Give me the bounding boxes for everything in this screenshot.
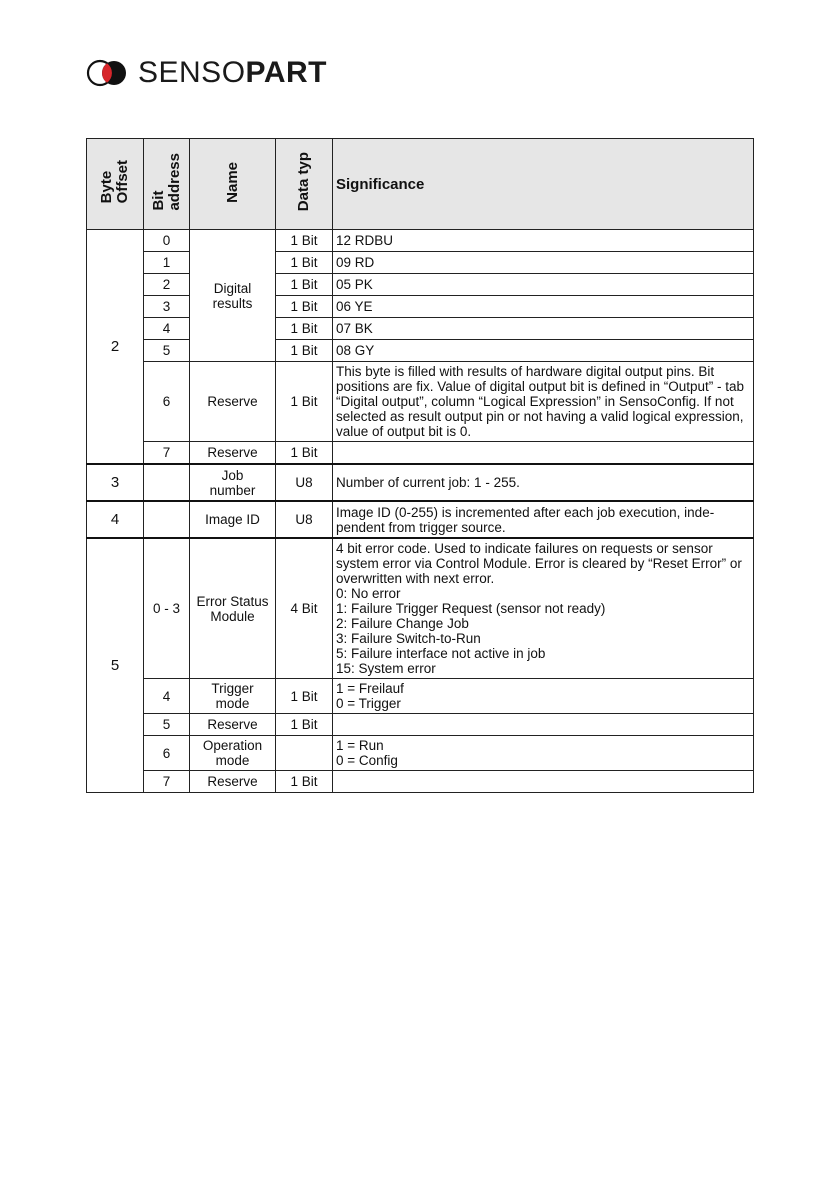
sig-cell: 1 = Run 0 = Config (333, 736, 754, 771)
header-significance: Significance (333, 139, 754, 230)
type-cell: 1 Bit (276, 679, 333, 714)
table-row (87, 538, 754, 679)
bit-cell (144, 464, 190, 501)
table-row (87, 464, 754, 501)
type-cell: 1 Bit (276, 318, 333, 340)
table-row (87, 230, 754, 252)
telegram-table (86, 138, 754, 793)
name-operation-mode: Operation mode (190, 736, 276, 771)
type-cell: 1 Bit (276, 714, 333, 736)
bit-cell: 0 (144, 230, 190, 252)
header-byte-offset: Byte Offset (87, 139, 144, 230)
type-cell: 1 Bit (276, 362, 333, 442)
name-error-status: Error Status Module (190, 538, 276, 679)
sig-cell: Image ID (0-255) is incremented after each job execution, inde-pendent from trigger source. (333, 501, 754, 538)
table-row (87, 679, 754, 714)
bit-cell (144, 501, 190, 538)
table-row (87, 362, 754, 442)
type-cell: U8 (276, 464, 333, 501)
sig-cell: 05 PK (333, 274, 754, 296)
table-row (87, 501, 754, 538)
sig-cell-error-codes: 4 bit error code. Used to indicate failures on requests or sensor system error via Control Module. Error is cleared by “Reset Error” or overwritten with next error. 0: No error 1: Failure Trigger Request (sensor not ready) 2: Failure Change Job 3: Failure Switch-to-Run 5: Failure interface not active in job 15: System error (333, 538, 754, 679)
name-reserve: Reserve (190, 714, 276, 736)
name-reserve: Reserve (190, 442, 276, 465)
type-cell: 1 Bit (276, 252, 333, 274)
sig-cell: 06 YE (333, 296, 754, 318)
sig-cell: 12 RDBU (333, 230, 754, 252)
bit-cell: 6 (144, 736, 190, 771)
type-cell: 1 Bit (276, 442, 333, 465)
logo-wordmark (138, 58, 327, 88)
table-row (87, 296, 754, 318)
type-cell: 1 Bit (276, 230, 333, 252)
bit-cell: 4 (144, 679, 190, 714)
header-data-type: Data typ (276, 139, 333, 230)
table-row (87, 274, 754, 296)
name-job-number: Job number (190, 464, 276, 501)
table-row (87, 340, 754, 362)
bit-cell: 1 (144, 252, 190, 274)
bit-cell: 0 - 3 (144, 538, 190, 679)
sig-cell (333, 771, 754, 793)
name-digital-results: Digital results (190, 230, 276, 362)
byte-offset-5: 5 (87, 538, 144, 793)
sig-cell: 09 RD (333, 252, 754, 274)
sig-cell: 1 = Freilauf 0 = Trigger (333, 679, 754, 714)
type-cell: 1 Bit (276, 296, 333, 318)
sig-cell: 08 GY (333, 340, 754, 362)
bit-cell: 7 (144, 442, 190, 465)
logo-text-thin: SENSO (138, 56, 246, 89)
table-row (87, 318, 754, 340)
table-row (87, 714, 754, 736)
header-bit-address: Bit address (144, 139, 190, 230)
logo-circles-icon (86, 58, 128, 88)
name-reserve: Reserve (190, 771, 276, 793)
bit-cell: 5 (144, 714, 190, 736)
name-trigger-mode: Trigger mode (190, 679, 276, 714)
bit-cell: 2 (144, 274, 190, 296)
sig-cell: 07 BK (333, 318, 754, 340)
type-cell: 1 Bit (276, 771, 333, 793)
type-cell: 1 Bit (276, 340, 333, 362)
type-cell: U8 (276, 501, 333, 538)
header-name: Name (190, 139, 276, 230)
table-row (87, 252, 754, 274)
sig-cell (333, 714, 754, 736)
byte-offset-3: 3 (87, 464, 144, 501)
table-row (87, 736, 754, 771)
bit-cell: 5 (144, 340, 190, 362)
byte-offset-4: 4 (87, 501, 144, 538)
type-cell: 1 Bit (276, 274, 333, 296)
bit-cell: 6 (144, 362, 190, 442)
sensopart-logo (86, 56, 327, 90)
name-image-id: Image ID (190, 501, 276, 538)
bit-cell: 3 (144, 296, 190, 318)
sig-cell (333, 442, 754, 465)
table-header (87, 139, 754, 230)
byte-offset-2: 2 (87, 230, 144, 465)
type-cell: 4 Bit (276, 538, 333, 679)
table-row (87, 771, 754, 793)
sig-cell: Number of current job: 1 - 255. (333, 464, 754, 501)
logo-text-bold: PART (245, 56, 327, 89)
bit-cell: 7 (144, 771, 190, 793)
sig-cell-digital-desc: This byte is filled with results of hardware digital output pins. Bit positions are fix. Value of digital output bit is defined in “Output” - tab “Digital output”, column “Logical Expression” in SensoConfig. If not selected as result output pin or not having a valid logical expression, value of output bit is 0. (333, 362, 754, 442)
name-reserve: Reserve (190, 362, 276, 442)
table-row (87, 442, 754, 465)
bit-cell: 4 (144, 318, 190, 340)
type-cell (276, 736, 333, 771)
